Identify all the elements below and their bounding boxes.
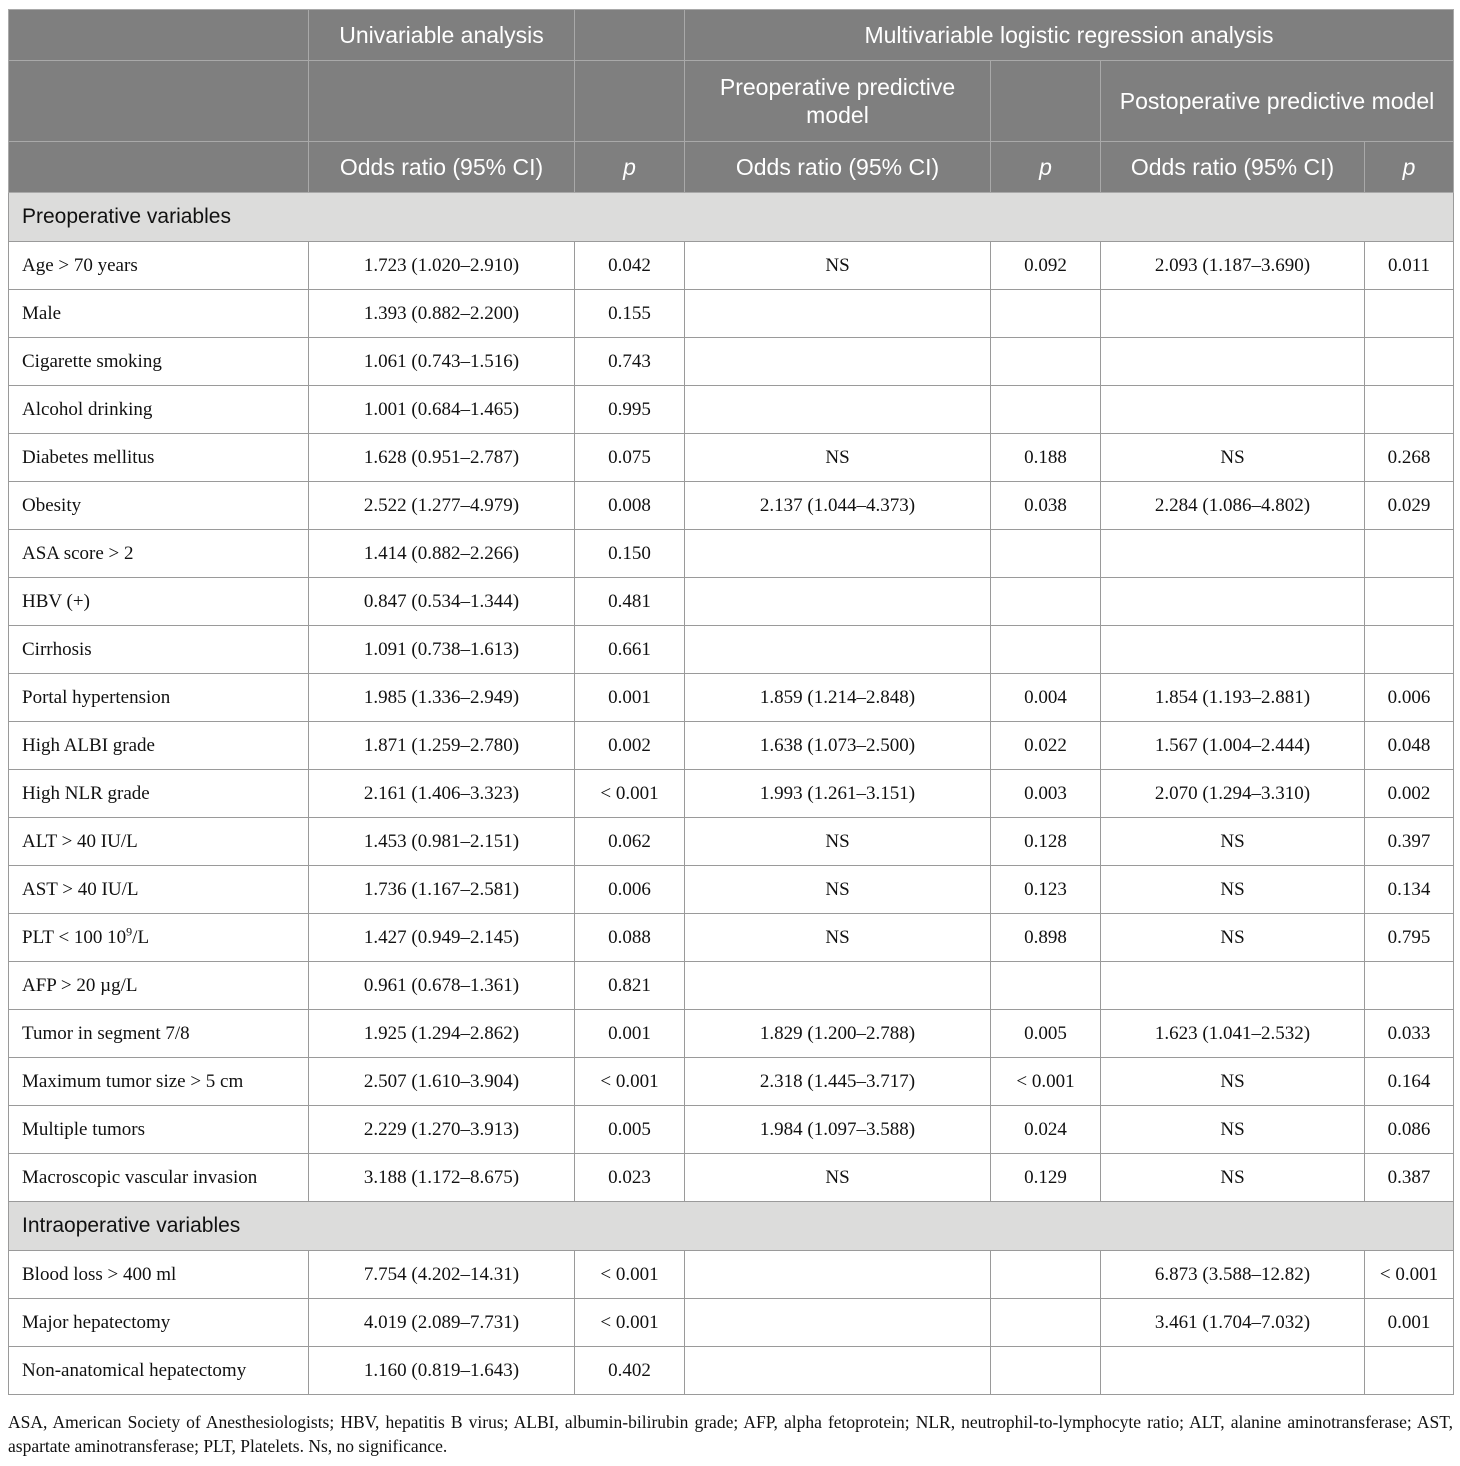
cell-postop-p: < 0.001 <box>1365 1251 1454 1299</box>
cell-univariable-or: 1.723 (1.020–2.910) <box>309 242 575 290</box>
cell-postop-or <box>1101 530 1365 578</box>
cell-preop-p <box>991 1251 1101 1299</box>
row-label-text: Cirrhosis <box>22 638 92 660</box>
cell-postop-or <box>1101 578 1365 626</box>
row-label-text: Age > 70 years <box>22 254 138 276</box>
table-row <box>9 1347 1454 1395</box>
cell-postop-p: 0.795 <box>1365 914 1454 962</box>
cell-postop-or: NS <box>1101 1106 1365 1154</box>
row-label-text: Diabetes mellitus <box>22 446 155 468</box>
cell-univariable-or: 2.522 (1.277–4.979) <box>309 482 575 530</box>
row-label-text: Major hepatectomy <box>22 1311 171 1333</box>
row-label-text: Male <box>22 302 62 324</box>
cell-preop-p: 0.022 <box>991 722 1101 770</box>
cell-postop-p: 0.387 <box>1365 1154 1454 1202</box>
cell-preop-or: 1.859 (1.214–2.848) <box>685 674 991 722</box>
cell-preop-p: 0.038 <box>991 482 1101 530</box>
table-row <box>9 338 1454 386</box>
regression-table <box>8 9 1454 1395</box>
cell-preop-or <box>685 530 991 578</box>
cell-postop-or: 1.623 (1.041–2.532) <box>1101 1010 1365 1058</box>
row-label <box>9 1251 309 1299</box>
cell-univariable-or: 1.453 (0.981–2.151) <box>309 818 575 866</box>
cell-univariable-p: < 0.001 <box>575 770 685 818</box>
header-multivariable: Multivariable logistic regression analysis <box>685 10 1454 61</box>
row-label <box>9 962 309 1010</box>
cell-postop-p: 0.011 <box>1365 242 1454 290</box>
cell-postop-p: 0.086 <box>1365 1106 1454 1154</box>
cell-postop-p: 0.006 <box>1365 674 1454 722</box>
row-label-text: High NLR grade <box>22 782 150 804</box>
cell-postop-p <box>1365 1347 1454 1395</box>
cell-preop-p: 0.092 <box>991 242 1101 290</box>
cell-postop-or <box>1101 626 1365 674</box>
cell-postop-p: 0.002 <box>1365 770 1454 818</box>
row-label <box>9 338 309 386</box>
table-row <box>9 1154 1454 1202</box>
cell-postop-or <box>1101 962 1365 1010</box>
cell-preop-or: 2.137 (1.044–4.373) <box>685 482 991 530</box>
cell-univariable-or: 1.091 (0.738–1.613) <box>309 626 575 674</box>
header-blank <box>309 61 575 142</box>
cell-preop-p <box>991 530 1101 578</box>
cell-postop-p: 0.029 <box>1365 482 1454 530</box>
cell-univariable-or: 1.393 (0.882–2.200) <box>309 290 575 338</box>
cell-postop-or: 1.854 (1.193–2.881) <box>1101 674 1365 722</box>
row-label-text: HBV (+) <box>22 590 90 612</box>
cell-univariable-or: 3.188 (1.172–8.675) <box>309 1154 575 1202</box>
cell-postop-p: 0.268 <box>1365 434 1454 482</box>
cell-univariable-or: 1.001 (0.684–1.465) <box>309 386 575 434</box>
cell-univariable-p: 0.023 <box>575 1154 685 1202</box>
table-row <box>9 1058 1454 1106</box>
cell-postop-or: NS <box>1101 434 1365 482</box>
cell-univariable-p: 0.075 <box>575 434 685 482</box>
cell-univariable-p: 0.002 <box>575 722 685 770</box>
cell-preop-or <box>685 338 991 386</box>
row-label-text: Non-anatomical hepatectomy <box>22 1359 247 1381</box>
header-blank <box>9 61 309 142</box>
cell-preop-or <box>685 386 991 434</box>
cell-univariable-p: 0.006 <box>575 866 685 914</box>
row-label-text: Maximum tumor size > 5 cm <box>22 1070 244 1092</box>
cell-preop-p <box>991 962 1101 1010</box>
cell-univariable-or: 1.871 (1.259–2.780) <box>309 722 575 770</box>
cell-postop-p: 0.164 <box>1365 1058 1454 1106</box>
row-label <box>9 482 309 530</box>
cell-preop-or: NS <box>685 242 991 290</box>
row-label <box>9 434 309 482</box>
cell-postop-p: 0.048 <box>1365 722 1454 770</box>
table-row <box>9 770 1454 818</box>
row-label <box>9 914 309 962</box>
cell-preop-p <box>991 386 1101 434</box>
cell-preop-p: 0.003 <box>991 770 1101 818</box>
table-row <box>9 434 1454 482</box>
header-pre-or: Odds ratio (95% CI) <box>685 142 991 193</box>
cell-postop-or: 1.567 (1.004–2.444) <box>1101 722 1365 770</box>
cell-univariable-p: 0.001 <box>575 674 685 722</box>
cell-univariable-p: < 0.001 <box>575 1058 685 1106</box>
cell-univariable-p: 0.008 <box>575 482 685 530</box>
cell-preop-or: 1.829 (1.200–2.788) <box>685 1010 991 1058</box>
cell-postop-p <box>1365 626 1454 674</box>
section-row <box>9 1202 1454 1251</box>
cell-univariable-p: 0.155 <box>575 290 685 338</box>
table-row <box>9 722 1454 770</box>
table-row <box>9 578 1454 626</box>
table-row <box>9 1299 1454 1347</box>
header-blank <box>9 142 309 193</box>
table-row <box>9 290 1454 338</box>
cell-preop-p: 0.898 <box>991 914 1101 962</box>
header-blank <box>9 10 309 61</box>
row-label <box>9 290 309 338</box>
row-label <box>9 1010 309 1058</box>
table-row <box>9 674 1454 722</box>
header-pre-p: p <box>991 142 1101 193</box>
row-label-text: Multiple tumors <box>22 1118 145 1140</box>
cell-preop-p: 0.123 <box>991 866 1101 914</box>
row-label <box>9 818 309 866</box>
cell-univariable-or: 0.847 (0.534–1.344) <box>309 578 575 626</box>
header-blank <box>575 61 685 142</box>
cell-preop-or: NS <box>685 866 991 914</box>
row-label <box>9 1106 309 1154</box>
cell-univariable-p: 0.150 <box>575 530 685 578</box>
header-uni-or: Odds ratio (95% CI) <box>309 142 575 193</box>
cell-preop-p <box>991 1299 1101 1347</box>
cell-postop-or: NS <box>1101 1154 1365 1202</box>
row-label-text: Alcohol drinking <box>22 398 153 420</box>
row-label-text: Cigarette smoking <box>22 350 162 372</box>
table-row <box>9 530 1454 578</box>
cell-postop-p: 0.033 <box>1365 1010 1454 1058</box>
row-label-superscript: 9 <box>126 924 133 939</box>
cell-preop-p: 0.024 <box>991 1106 1101 1154</box>
cell-preop-p <box>991 1347 1101 1395</box>
row-label-suffix: /L <box>132 926 150 948</box>
row-label <box>9 626 309 674</box>
cell-postop-p: 0.397 <box>1365 818 1454 866</box>
table-row <box>9 626 1454 674</box>
cell-univariable-or: 1.628 (0.951–2.787) <box>309 434 575 482</box>
cell-univariable-or: 1.427 (0.949–2.145) <box>309 914 575 962</box>
row-label <box>9 530 309 578</box>
table-row <box>9 962 1454 1010</box>
cell-univariable-or: 1.925 (1.294–2.862) <box>309 1010 575 1058</box>
header-uni-p: p <box>575 142 685 193</box>
cell-postop-or: NS <box>1101 914 1365 962</box>
cell-preop-or <box>685 1251 991 1299</box>
row-label-text: AFP > 20 µg/L <box>22 974 138 996</box>
cell-preop-or <box>685 578 991 626</box>
cell-postop-or <box>1101 386 1365 434</box>
cell-preop-or: 1.638 (1.073–2.500) <box>685 722 991 770</box>
cell-preop-p <box>991 290 1101 338</box>
cell-preop-or: NS <box>685 434 991 482</box>
cell-preop-or <box>685 962 991 1010</box>
row-label <box>9 674 309 722</box>
cell-postop-or: 6.873 (3.588–12.82) <box>1101 1251 1365 1299</box>
cell-postop-p <box>1365 578 1454 626</box>
table-row <box>9 1010 1454 1058</box>
table-footnote: ASA, American Society of Anesthesiologists; HBV, hepatitis B virus; ALBI, albumin-bilirubin grade; AFP, alpha fetoprotein; NLR, neutrophil-to-lymphocyte ratio; ALT, alanine aminotransferase; AST, aspartate aminotransferase; PLT, Platelets. Ns, no significance. <box>8 1412 1453 1456</box>
row-label <box>9 386 309 434</box>
row-label <box>9 578 309 626</box>
header-postop-model: Postoperative predictive model <box>1101 61 1454 142</box>
table-row <box>9 242 1454 290</box>
row-label-text: Obesity <box>22 494 82 516</box>
cell-univariable-or: 2.229 (1.270–3.913) <box>309 1106 575 1154</box>
cell-univariable-p: 0.005 <box>575 1106 685 1154</box>
cell-preop-p: 0.005 <box>991 1010 1101 1058</box>
cell-univariable-p: 0.042 <box>575 242 685 290</box>
header-post-or: Odds ratio (95% CI) <box>1101 142 1365 193</box>
section-row <box>9 193 1454 242</box>
regression-table-container <box>8 9 1453 1395</box>
cell-postop-p <box>1365 530 1454 578</box>
cell-postop-p <box>1365 386 1454 434</box>
section-title: Preoperative variables <box>9 193 1454 242</box>
table-row <box>9 914 1454 962</box>
cell-preop-or: 2.318 (1.445–3.717) <box>685 1058 991 1106</box>
cell-univariable-p: < 0.001 <box>575 1251 685 1299</box>
header-blank <box>991 61 1101 142</box>
cell-univariable-or: 1.736 (1.167–2.581) <box>309 866 575 914</box>
table-row <box>9 1106 1454 1154</box>
cell-postop-or <box>1101 338 1365 386</box>
cell-preop-or: NS <box>685 1154 991 1202</box>
cell-postop-or <box>1101 290 1365 338</box>
cell-univariable-p: 0.088 <box>575 914 685 962</box>
header-univariable: Univariable analysis <box>309 10 575 61</box>
cell-preop-p: 0.004 <box>991 674 1101 722</box>
cell-preop-p: 0.188 <box>991 434 1101 482</box>
cell-univariable-or: 1.160 (0.819–1.643) <box>309 1347 575 1395</box>
cell-univariable-or: 2.507 (1.610–3.904) <box>309 1058 575 1106</box>
cell-postop-p: 0.001 <box>1365 1299 1454 1347</box>
cell-postop-or: 2.070 (1.294–3.310) <box>1101 770 1365 818</box>
table-row <box>9 1251 1454 1299</box>
cell-preop-p: 0.128 <box>991 818 1101 866</box>
row-label-text: Macroscopic vascular invasion <box>22 1166 258 1188</box>
header-preop-model: Preoperative predictive model <box>685 61 991 142</box>
cell-univariable-p: 0.743 <box>575 338 685 386</box>
row-label-text: ALT > 40 IU/L <box>22 830 138 852</box>
table-row <box>9 482 1454 530</box>
cell-univariable-p: 0.481 <box>575 578 685 626</box>
header-post-p: p <box>1365 142 1454 193</box>
cell-preop-or: NS <box>685 914 991 962</box>
cell-univariable-or: 1.985 (1.336–2.949) <box>309 674 575 722</box>
table-row <box>9 386 1454 434</box>
cell-univariable-or: 7.754 (4.202–14.31) <box>309 1251 575 1299</box>
cell-postop-p: 0.134 <box>1365 866 1454 914</box>
cell-postop-p <box>1365 338 1454 386</box>
cell-postop-p <box>1365 962 1454 1010</box>
row-label-text: Portal hypertension <box>22 686 171 708</box>
cell-postop-or: NS <box>1101 1058 1365 1106</box>
cell-univariable-p: 0.402 <box>575 1347 685 1395</box>
table-row <box>9 866 1454 914</box>
cell-postop-p <box>1365 290 1454 338</box>
row-label <box>9 866 309 914</box>
row-label <box>9 722 309 770</box>
row-label <box>9 1058 309 1106</box>
section-title: Intraoperative variables <box>9 1202 1454 1251</box>
cell-univariable-p: 0.821 <box>575 962 685 1010</box>
header-blank <box>575 10 685 61</box>
cell-postop-or: NS <box>1101 866 1365 914</box>
row-label <box>9 770 309 818</box>
cell-preop-or <box>685 1347 991 1395</box>
row-label <box>9 1299 309 1347</box>
row-label-text: Tumor in segment 7/8 <box>22 1022 190 1044</box>
cell-preop-or: 1.993 (1.261–3.151) <box>685 770 991 818</box>
cell-postop-or: 2.284 (1.086–4.802) <box>1101 482 1365 530</box>
cell-univariable-or: 0.961 (0.678–1.361) <box>309 962 575 1010</box>
cell-univariable-or: 1.061 (0.743–1.516) <box>309 338 575 386</box>
row-label-text: AST > 40 IU/L <box>22 878 139 900</box>
cell-univariable-p: 0.062 <box>575 818 685 866</box>
table-row <box>9 818 1454 866</box>
cell-preop-p <box>991 626 1101 674</box>
table-header <box>9 10 1454 193</box>
cell-postop-or: NS <box>1101 818 1365 866</box>
cell-preop-p <box>991 578 1101 626</box>
cell-postop-or: 2.093 (1.187–3.690) <box>1101 242 1365 290</box>
cell-preop-or: 1.984 (1.097–3.588) <box>685 1106 991 1154</box>
cell-univariable-or: 1.414 (0.882–2.266) <box>309 530 575 578</box>
cell-univariable-p: 0.661 <box>575 626 685 674</box>
cell-preop-p <box>991 338 1101 386</box>
row-label-text: High ALBI grade <box>22 734 155 756</box>
table-body <box>9 193 1454 1395</box>
row-label-text: Blood loss > 400 ml <box>22 1263 177 1285</box>
cell-postop-or: 3.461 (1.704–7.032) <box>1101 1299 1365 1347</box>
row-label <box>9 242 309 290</box>
cell-preop-p: 0.129 <box>991 1154 1101 1202</box>
cell-preop-p: < 0.001 <box>991 1058 1101 1106</box>
cell-univariable-p: 0.001 <box>575 1010 685 1058</box>
cell-preop-or <box>685 626 991 674</box>
row-label <box>9 1154 309 1202</box>
row-label-text: PLT < 100 10 <box>22 926 127 948</box>
cell-postop-or <box>1101 1347 1365 1395</box>
cell-preop-or <box>685 1299 991 1347</box>
cell-univariable-p: 0.995 <box>575 386 685 434</box>
cell-univariable-or: 4.019 (2.089–7.731) <box>309 1299 575 1347</box>
cell-preop-or <box>685 290 991 338</box>
cell-preop-or: NS <box>685 818 991 866</box>
row-label-text: ASA score > 2 <box>22 542 134 564</box>
row-label <box>9 1347 309 1395</box>
cell-univariable-p: < 0.001 <box>575 1299 685 1347</box>
cell-univariable-or: 2.161 (1.406–3.323) <box>309 770 575 818</box>
